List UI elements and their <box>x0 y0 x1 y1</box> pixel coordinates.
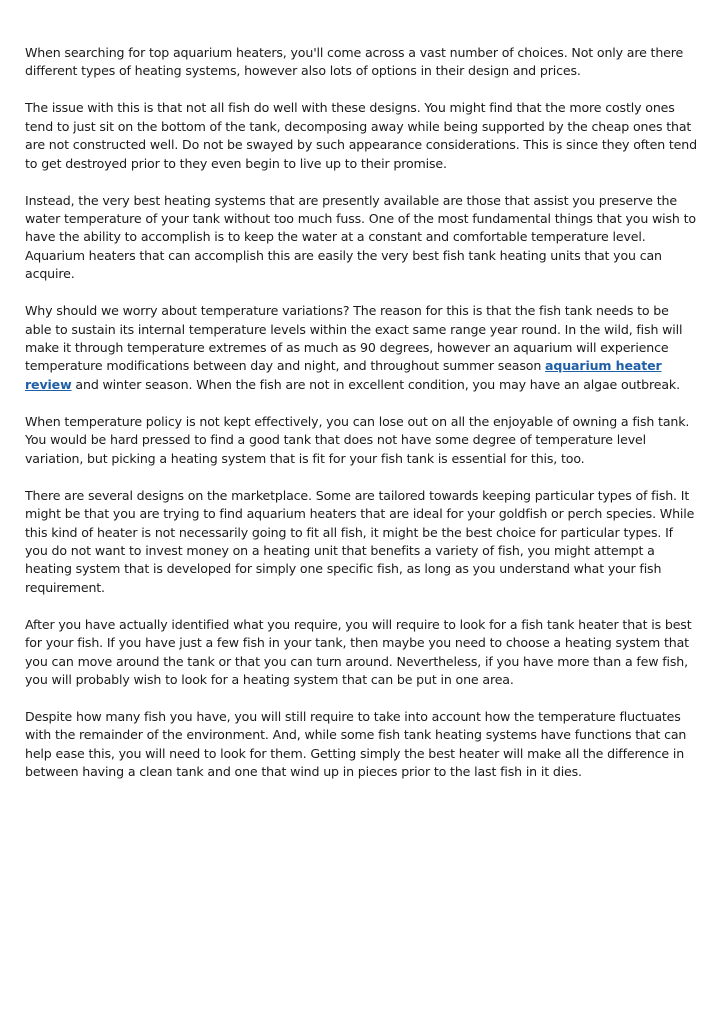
paragraph-7: After you have actually identified what you require, you will require to look for a fish tank heater that is best for your fish. If you have just a few fish in your tank, then maybe you need to choose a heating system that you can move around the tank or that you can turn around. Nevertheless, if you have more than a few fish, you will probably wish to look for a heating system that can be put in one area. <box>25 616 692 687</box>
paragraph-3: Instead, the very best heating systems that are presently available are those that assist you preserve the water temperature of your tank without too much fuss. One of the most fundamental things that you wish to have the ability to accomplish is to keep the water at a constant and comfortable temperature level. Aquarium heaters that can accomplish this are easily the very best fish tank heating units that you can acquire. <box>25 192 696 282</box>
paragraph-1: When searching for top aquarium heaters, you'll come across a vast number of choices. Not only are there different types of heating systems, however also lots of options in their design and prices. <box>25 45 684 79</box>
aquarium-heater-review-link[interactable]: aquarium heater review <box>25 358 662 392</box>
document-body <box>25 44 697 800</box>
paragraph-4-text-before: Why should we worry about temperature variations? The reason for this is that the fish tank needs to be able to sustain its internal temperature levels within the exact same range year round. In the wild, fish will make it through temperature extremes of as much as 90 degrees, however an aquarium will experience temperature modifications between day and night, and throughout summer season <box>25 303 683 374</box>
paragraph-5: When temperature policy is not kept effectively, you can lose out on all the enjoyable of owning a fish tank. You would be hard pressed to find a good tank that does not have some degree of temperature level variation, but picking a heating system that is fit for your fish tank is essential for this, too. <box>25 413 690 466</box>
paragraph-4 <box>25 302 697 394</box>
paragraph-2: The issue with this is that not all fish do well with these designs. You might find that the more costly ones tend to just sit on the bottom of the tank, decomposing away while being supported by the cheap ones that are not constructed well. Do not be swayed by such appearance considerations. This is since they often tend to get destroyed prior to they even begin to live up to their promise. <box>25 100 697 171</box>
paragraph-8: Despite how many fish you have, you will still require to take into account how the temperature fluctuates with the remainder of the environment. And, while some fish tank heating systems have functions that can help ease this, you will need to look for them. Getting simply the best heater will make all the difference in between having a clean tank and one that wind up in pieces prior to the last fish in it dies. <box>25 708 687 780</box>
paragraph-6: There are several designs on the marketplace. Some are tailored towards keeping particular types of fish. It might be that you are trying to find aquarium heaters that are ideal for your goldfish or perch species. While this kind of heater is not necessarily going to fit all fish, it might be the best choice for particular types. If you do not want to invest money on a heating unit that benefits a variety of fish, you might attempt a heating system that is developed for simply one specific fish, as long as you understand what your fish requirement. <box>25 487 695 595</box>
paragraph-4-text-after: and winter season. When the fish are not in excellent condition, you may have an algae outbreak. <box>71 376 680 392</box>
